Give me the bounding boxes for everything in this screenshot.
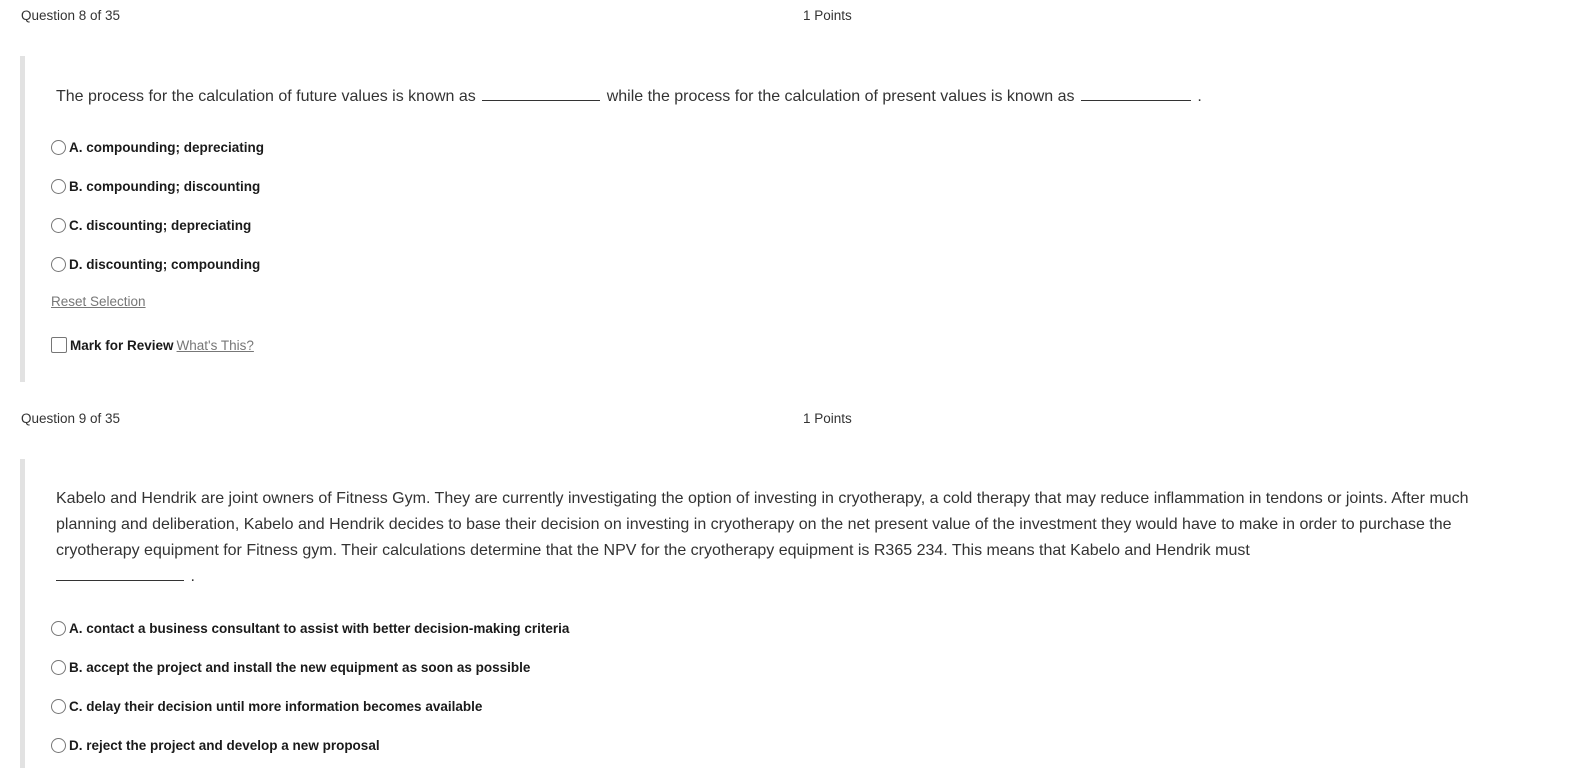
question-8-body	[20, 56, 1565, 382]
radio-button[interactable]	[51, 621, 66, 636]
question-stem	[56, 486, 1501, 590]
mark-for-review	[51, 336, 254, 354]
option-b[interactable]	[51, 658, 530, 676]
radio-button[interactable]	[51, 257, 66, 272]
question-8-header	[21, 8, 1574, 26]
mark-for-review-label[interactable]: Mark for Review	[70, 337, 174, 353]
answer-blank	[1081, 84, 1191, 101]
reset-selection-link[interactable]: Reset Selection	[51, 294, 146, 309]
option-label: D. reject the project and develop a new proposal	[69, 737, 380, 753]
option-c[interactable]	[51, 216, 251, 234]
radio-button[interactable]	[51, 738, 66, 753]
option-c[interactable]	[51, 697, 482, 715]
stem-text-part-2: while the process for the calculation of present values is known as	[606, 88, 1075, 105]
radio-button[interactable]	[51, 699, 66, 714]
radio-button[interactable]	[51, 140, 66, 155]
question-points: 1 Points	[803, 411, 852, 426]
answer-blank	[482, 84, 600, 101]
option-label: C. delay their decision until more information becomes available	[69, 698, 483, 714]
option-label: A. contact a business consultant to assist with better decision-making criteria	[69, 620, 570, 636]
option-label: B. accept the project and install the new equipment as soon as possible	[69, 659, 531, 675]
option-a[interactable]	[51, 138, 264, 156]
stem-text: Kabelo and Hendrik are joint owners of Fitness Gym. They are currently investigating the option of investing in cryotherapy, a cold therapy that may reduce inflammation in tendons or joints. After much planning and deliberation, Kabelo and Hendrik decides to base their decision on investing in cryotherapy on the net present value of the investment they would have to make in order to purchase the cryotherapy equipment for Fitness gym. Their calculations determine that the NPV for the cryotherapy equipment is R365 234. This means that Kabelo and Hendrik must	[56, 490, 1469, 559]
question-points: 1 Points	[803, 8, 852, 23]
radio-button[interactable]	[51, 660, 66, 675]
option-b[interactable]	[51, 177, 260, 195]
whats-this-link[interactable]: What's This?	[176, 337, 254, 353]
radio-button[interactable]	[51, 218, 66, 233]
question-number: Question 9 of 35	[21, 411, 121, 426]
answer-blank	[56, 564, 184, 581]
stem-text-part-1: The process for the calculation of future values is known as	[56, 88, 476, 105]
option-d[interactable]	[51, 255, 260, 273]
stem-end: .	[190, 568, 195, 585]
question-number: Question 8 of 35	[21, 8, 121, 23]
option-label: C. discounting; depreciating	[69, 217, 252, 233]
option-a[interactable]	[51, 619, 569, 637]
option-d[interactable]	[51, 736, 380, 754]
radio-button[interactable]	[51, 179, 66, 194]
stem-end: .	[1197, 88, 1202, 105]
option-label: D. discounting; compounding	[69, 256, 261, 272]
question-stem	[56, 84, 1501, 110]
mark-for-review-checkbox[interactable]	[51, 337, 67, 353]
option-label: B. compounding; discounting	[69, 178, 261, 194]
question-9-header	[21, 411, 1574, 429]
question-9-body	[20, 459, 1565, 768]
option-label: A. compounding; depreciating	[69, 139, 264, 155]
